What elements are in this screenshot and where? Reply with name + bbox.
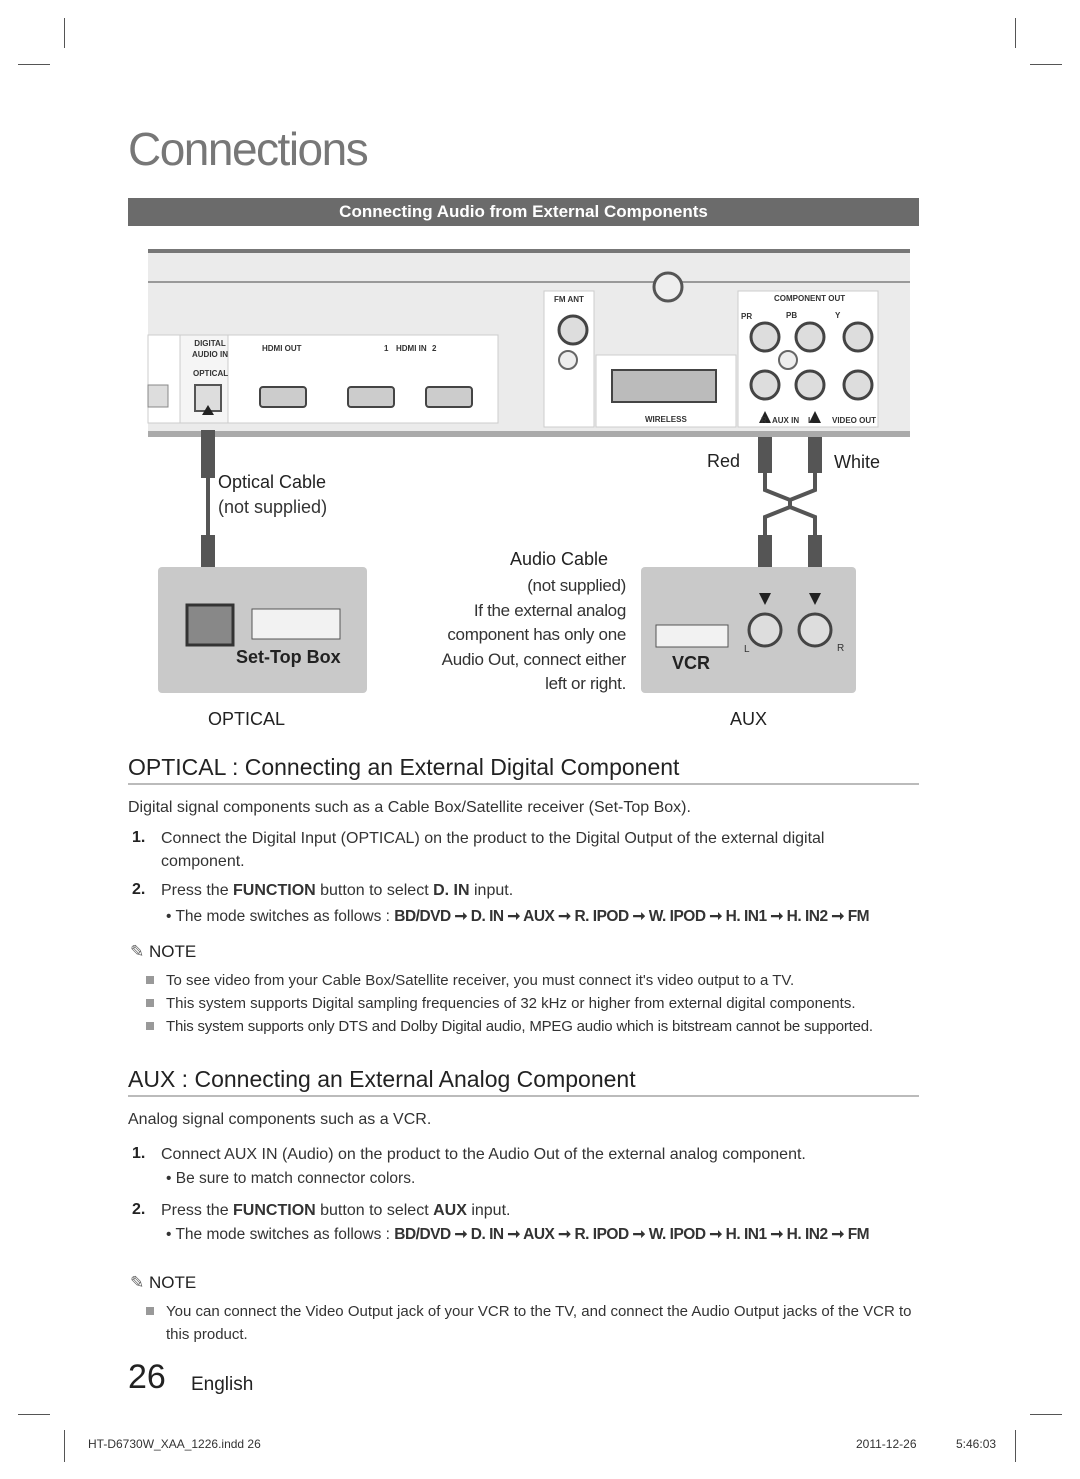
audio-cable-desc-line: Audio Out, connect either <box>441 649 626 669</box>
aux-caption: AUX <box>730 709 768 729</box>
audio-cable-desc <box>410 574 626 697</box>
square-bullet-icon <box>146 1307 154 1315</box>
fm-ant-port <box>559 316 587 344</box>
pr-port <box>751 323 779 351</box>
optical-note-item <box>146 969 916 992</box>
video-out-label: VIDEO OUT <box>832 416 877 425</box>
optical-intro: Digital signal components such as a Cable Box/Satellite receiver (Set-Top Box). <box>128 799 691 816</box>
aux-note-heading <box>130 1273 196 1293</box>
set-top-optical-port <box>187 605 233 645</box>
optical-step2 <box>161 879 911 902</box>
audio-cable-y-bottom <box>765 500 815 545</box>
aux-l-port <box>796 371 824 399</box>
footer-time: 5:46:03 <box>956 1437 997 1451</box>
optical-cable-label: Optical Cable <box>218 472 327 492</box>
note-text: This system supports only DTS and Dolby Digital audio, MPEG audio which is bitstream cannot be supported. <box>166 1018 873 1035</box>
hdmi-out-label: HDMI OUT <box>262 344 302 353</box>
optical-port-label: OPTICAL <box>193 369 229 378</box>
video-out-port <box>844 371 872 399</box>
aux-bullet <box>166 1170 415 1188</box>
set-top-box-device <box>252 609 340 639</box>
page-title: Connections <box>128 123 368 175</box>
footer-file: HT-D6730W_XAA_1226.indd 26 <box>88 1437 261 1451</box>
mode-sequence: BD/DVD ➞ D. IN ➞ AUX ➞ R. IPOD ➞ W. IPOD ➞ H. IN1 ➞ H. IN2 ➞ FM <box>394 1226 870 1243</box>
white-label: White <box>834 452 881 472</box>
audio-cable-y-top <box>765 473 815 500</box>
bullet-text: Be sure to match connector colors. <box>175 1170 416 1187</box>
optical-note-heading <box>130 942 196 962</box>
crop-mark <box>64 1430 65 1462</box>
input-name: D. IN <box>433 882 470 899</box>
audio-cable-desc-line: If the external analog <box>473 600 626 620</box>
aux-in-label: AUX IN <box>772 416 800 425</box>
hdmi-in-2-label: 2 <box>432 344 437 353</box>
section-rule <box>128 1095 919 1097</box>
audio-cable-label: Audio Cable <box>510 549 609 569</box>
note-label: NOTE <box>148 1273 197 1292</box>
hdmi-out-port <box>260 387 306 407</box>
rear-panel-top-edge <box>148 249 910 253</box>
aux-r-label: R <box>761 416 767 425</box>
aux-step2 <box>161 1199 911 1222</box>
crop-mark <box>1030 64 1062 65</box>
note-text: You can connect the Video Output jack of your VCR to the TV, and connect the Audio Output jacks of the VCR to this product. <box>166 1303 912 1343</box>
text: button to select <box>315 1202 434 1219</box>
optical-section-heading: OPTICAL : Connecting an External Digital Component <box>128 754 680 780</box>
step-number: 1. <box>132 1145 146 1162</box>
aux-mode-bullet <box>166 1225 869 1244</box>
aux-l-label: L <box>808 416 813 425</box>
audio-cable-desc-line: left or right. <box>545 674 626 693</box>
aux-note-item <box>146 1300 926 1346</box>
text: Press the <box>161 882 234 899</box>
wireless-label: WIRELESS <box>645 415 687 424</box>
text: input. <box>466 1202 511 1219</box>
optical-plug-top <box>201 430 215 478</box>
red-label: Red <box>707 451 741 471</box>
footer-date: 2011-12-26 <box>856 1437 917 1451</box>
hdmi-in-label: HDMI IN <box>396 344 427 353</box>
screw-icon <box>779 351 797 369</box>
vcr-l-label: L <box>744 644 750 655</box>
aux-r-port <box>751 371 779 399</box>
aux-section-heading: AUX : Connecting an External Analog Component <box>128 1066 636 1092</box>
mode-lead: The mode switches as follows : <box>175 1226 395 1243</box>
hdmi-in-1-port <box>348 387 394 407</box>
square-bullet-icon <box>146 999 154 1007</box>
audio-cable-desc-line: component has only one <box>447 625 626 644</box>
y-port <box>844 323 872 351</box>
pencil-icon: ✎ <box>130 942 145 961</box>
section-banner: Connecting Audio from External Components <box>128 198 919 226</box>
note-text: This system supports Digital sampling frequencies of 32 kHz or higher from external digital components. <box>166 995 856 1012</box>
step-number: 2. <box>132 881 146 898</box>
white-plug-bottom <box>808 535 822 571</box>
optical-caption: OPTICAL <box>208 709 286 729</box>
vcr-label: VCR <box>672 653 711 673</box>
ground-screw-icon <box>654 273 682 301</box>
vcr-l-port <box>749 614 781 646</box>
bullet-dot: • <box>166 1226 172 1243</box>
pr-label: PR <box>741 312 753 321</box>
aux-step1: Connect AUX IN (Audio) on the product to the Audio Out of the external analog component. <box>161 1146 806 1163</box>
optical-cable-note: (not supplied) <box>218 497 328 517</box>
hdmi-in-2-port <box>426 387 472 407</box>
optical-note-item <box>146 1015 916 1038</box>
text: Press the <box>161 1202 234 1219</box>
y-label: Y <box>835 311 841 320</box>
crop-mark <box>18 1414 50 1415</box>
mode-lead: The mode switches as follows : <box>175 908 395 925</box>
pb-port <box>796 323 824 351</box>
component-out-label: COMPONENT OUT <box>774 294 846 303</box>
rear-panel-line <box>148 281 910 283</box>
optical-step1: Connect the Digital Input (OPTICAL) on the product to the Digital Output of the external digital component. <box>161 830 825 870</box>
aux-intro: Analog signal components such as a VCR. <box>128 1111 432 1128</box>
crop-mark <box>1030 1414 1062 1415</box>
wireless-port <box>612 370 716 402</box>
square-bullet-icon <box>146 1022 154 1030</box>
step-number: 1. <box>132 829 146 846</box>
mode-sequence: BD/DVD ➞ D. IN ➞ AUX ➞ R. IPOD ➞ W. IPOD ➞ H. IN1 ➞ H. IN2 ➞ FM <box>394 908 870 925</box>
component-out-panel <box>738 291 878 427</box>
input-name: AUX <box>433 1202 467 1219</box>
vcr-r-port <box>799 614 831 646</box>
hdmi-in-1-label: 1 <box>384 344 389 353</box>
red-plug-top <box>758 437 772 473</box>
text: button to select <box>315 882 434 899</box>
text: input. <box>469 882 514 899</box>
bullet-dot: • <box>166 908 172 925</box>
set-top-box-label: Set-Top Box <box>236 647 341 667</box>
white-plug-top <box>808 437 822 473</box>
screw-icon <box>559 351 577 369</box>
port-partial <box>148 385 168 407</box>
optical-mode-bullet <box>166 907 869 926</box>
pencil-icon: ✎ <box>130 1273 145 1292</box>
pb-label: PB <box>786 311 798 320</box>
page-language: English <box>191 1374 254 1395</box>
page-number: 26 <box>128 1358 166 1396</box>
crop-mark <box>1015 1430 1016 1462</box>
crop-mark <box>64 18 65 48</box>
note-text: To see video from your Cable Box/Satellite receiver, you must connect it's video output to a TV. <box>166 972 795 989</box>
function-key: FUNCTION <box>233 882 316 899</box>
audio-cable-note: (not supplied) <box>527 576 626 595</box>
step-number: 2. <box>132 1201 146 1218</box>
section-rule <box>128 783 919 785</box>
red-plug-bottom <box>758 535 772 571</box>
bullet-dot: • <box>166 1170 172 1187</box>
note-label: NOTE <box>148 942 197 961</box>
vcr-r-label: R <box>837 643 845 654</box>
vcr-device <box>656 625 728 647</box>
crop-mark <box>1015 18 1016 48</box>
digital-audio-in-label: DIGITAL AUDIO IN <box>192 339 228 359</box>
rear-panel-bottom-edge <box>148 431 910 437</box>
square-bullet-icon <box>146 976 154 984</box>
crop-mark <box>18 64 50 65</box>
function-key: FUNCTION <box>233 1202 316 1219</box>
fm-ant-label: FM ANT <box>554 295 584 304</box>
optical-note-item <box>146 992 916 1015</box>
